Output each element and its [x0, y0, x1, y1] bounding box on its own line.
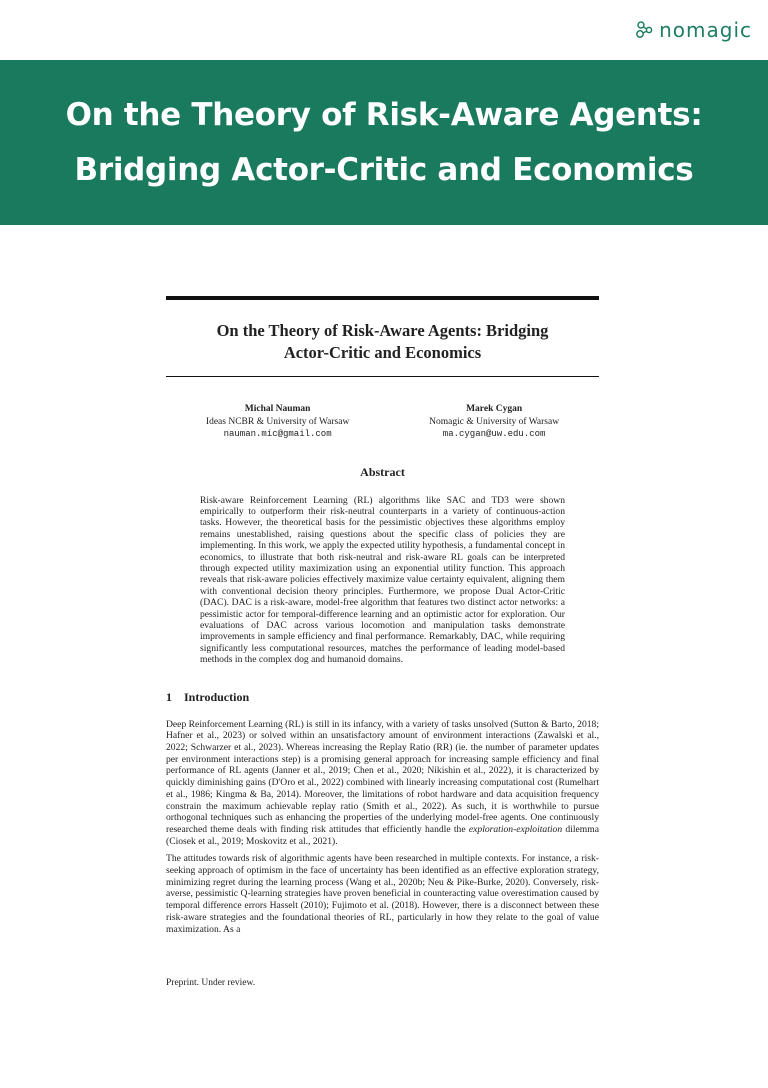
- paragraph-text: Deep Reinforcement Learning (RL) is still in its infancy, with a variety of tasks unsolved (Sutton & Barto, 2018; Hafner et al., 2023) or solved within an unsatisfactory amount of environment interactions (Zawalski et al., 2022; Schwarzer et al., 2023). Whereas increasing the Replay Ratio (RR) (ie. the number of parameter updates per environment interactions step) is a promising general approach for increasing sample efficiency and final performance of RL agents (Janner et al., 2019; Chen et al., 2020; Nikishin et al., 2022), it is characterized by quickly diminishing gains (D'Oro et al., 2022) combined with linearly increasing computational cost (Rumelhart et al., 1986; Kingma & Ba, 2014). Moreover, the limitations of robot hardware and data acquisition frequency constrain the maximum achievable replay ratio (Smith et al., 2022). As such, it is worthwhile to pursue orthogonal techniques such as enhancing the properties of the underlying model-free agents. One continuously researched theme deals with finding risk attitudes that efficiently handle the: [166, 718, 599, 835]
- section-number: 1: [166, 689, 172, 704]
- paper-page: [166, 296, 599, 935]
- author-email: nauman.mic@gmail.com: [223, 429, 332, 439]
- banner-title-line-1: On the Theory of Risk-Aware Agents:: [65, 96, 703, 133]
- paper-title-line-2: Actor-Critic and Economics: [283, 343, 482, 362]
- banner-title-line-2: Bridging Actor-Critic and Economics: [74, 151, 694, 188]
- author-block: [166, 403, 599, 441]
- title-rule-bottom: [166, 376, 599, 377]
- paper-title: [166, 320, 599, 364]
- introduction-heading: [166, 690, 599, 705]
- title-rule-top: [166, 296, 599, 300]
- author-1: [206, 403, 349, 441]
- author-2: [429, 403, 559, 441]
- title-banner: [0, 60, 768, 225]
- paragraph-text-end: dilemma (Ciosek et al., 2019; Moskovitz et al., 2021).: [166, 823, 599, 847]
- author-name: Michal Nauman: [244, 404, 311, 414]
- preprint-footer: Preprint. Under review.: [166, 978, 256, 988]
- banner-title: [66, 88, 703, 198]
- introduction-paragraph-1: [166, 719, 599, 848]
- section-title: Introduction: [184, 689, 250, 704]
- author-affiliation: Nomagic & University of Warsaw: [429, 416, 560, 427]
- paragraph-emphasis: exploration-exploitation: [468, 823, 563, 835]
- nomagic-logo-icon: [635, 20, 655, 40]
- abstract-text: Risk-aware Reinforcement Learning (RL) algorithms like SAC and TD3 were shown empirically to outperform their risk-neutral counterparts in a variety of continuous-action tasks. However, the theoretical basis for the pessimistic objectives these algorithms employ remains unestablished, raising questions about the specific class of policies they are implementing. In this work, we apply the expected utility hypothesis, a fundamental concept in economics, to illustrate that both risk-neutral and risk-aware RL goals can be interpreted through expected utility maximization using an exponential utility function. This approach reveals that risk-aware policies effectively maximize value certainty equivalent, aligning them with conventional decision theory principles. Furthermore, we propose Dual Actor-Critic (DAC). DAC is a risk-aware, model-free algorithm that features two distinct actor networks: a pessimistic actor for temporal-difference learning and an optimistic actor for exploration. Our evaluations of DAC across various locomotion and manipulation tasks demonstrate improvements in sample efficiency and final performance. Remarkably, DAC, while requiring significantly less computational resources, matches the performance of leading model-based methods in the complex dog and humanoid domains.: [200, 494, 566, 666]
- author-email: ma.cygan@uw.edu.com: [442, 429, 546, 439]
- paper-title-line-1: On the Theory of Risk-Aware Agents: Bridging: [216, 321, 549, 340]
- author-affiliation: Ideas NCBR & University of Warsaw: [205, 416, 350, 427]
- abstract-heading: Abstract: [360, 464, 405, 479]
- brand-name: nomagic: [659, 18, 752, 42]
- introduction-paragraph-2: The attitudes towards risk of algorithmic agents have been researched in multiple contexts. For instance, a risk-seeking approach of optimism in the face of uncertainty has been identified as an effective exploration strategy, minimizing regret during the learning process (Wang et al., 2020b; Neu & Pike-Burke, 2020). Conversely, risk-averse, pessimistic Q-learning strategies have proven beneficial in counteracting value overestimation caused by temporal difference errors Hasselt (2010); Fujimoto et al. (2018). However, there is a disconnect between these risk-aware strategies and the foundational theories of RL, particularly in how they relate to the goal of value maximization. As a: [166, 853, 599, 935]
- brand-logo: [635, 18, 752, 42]
- author-name: Marek Cygan: [466, 404, 523, 414]
